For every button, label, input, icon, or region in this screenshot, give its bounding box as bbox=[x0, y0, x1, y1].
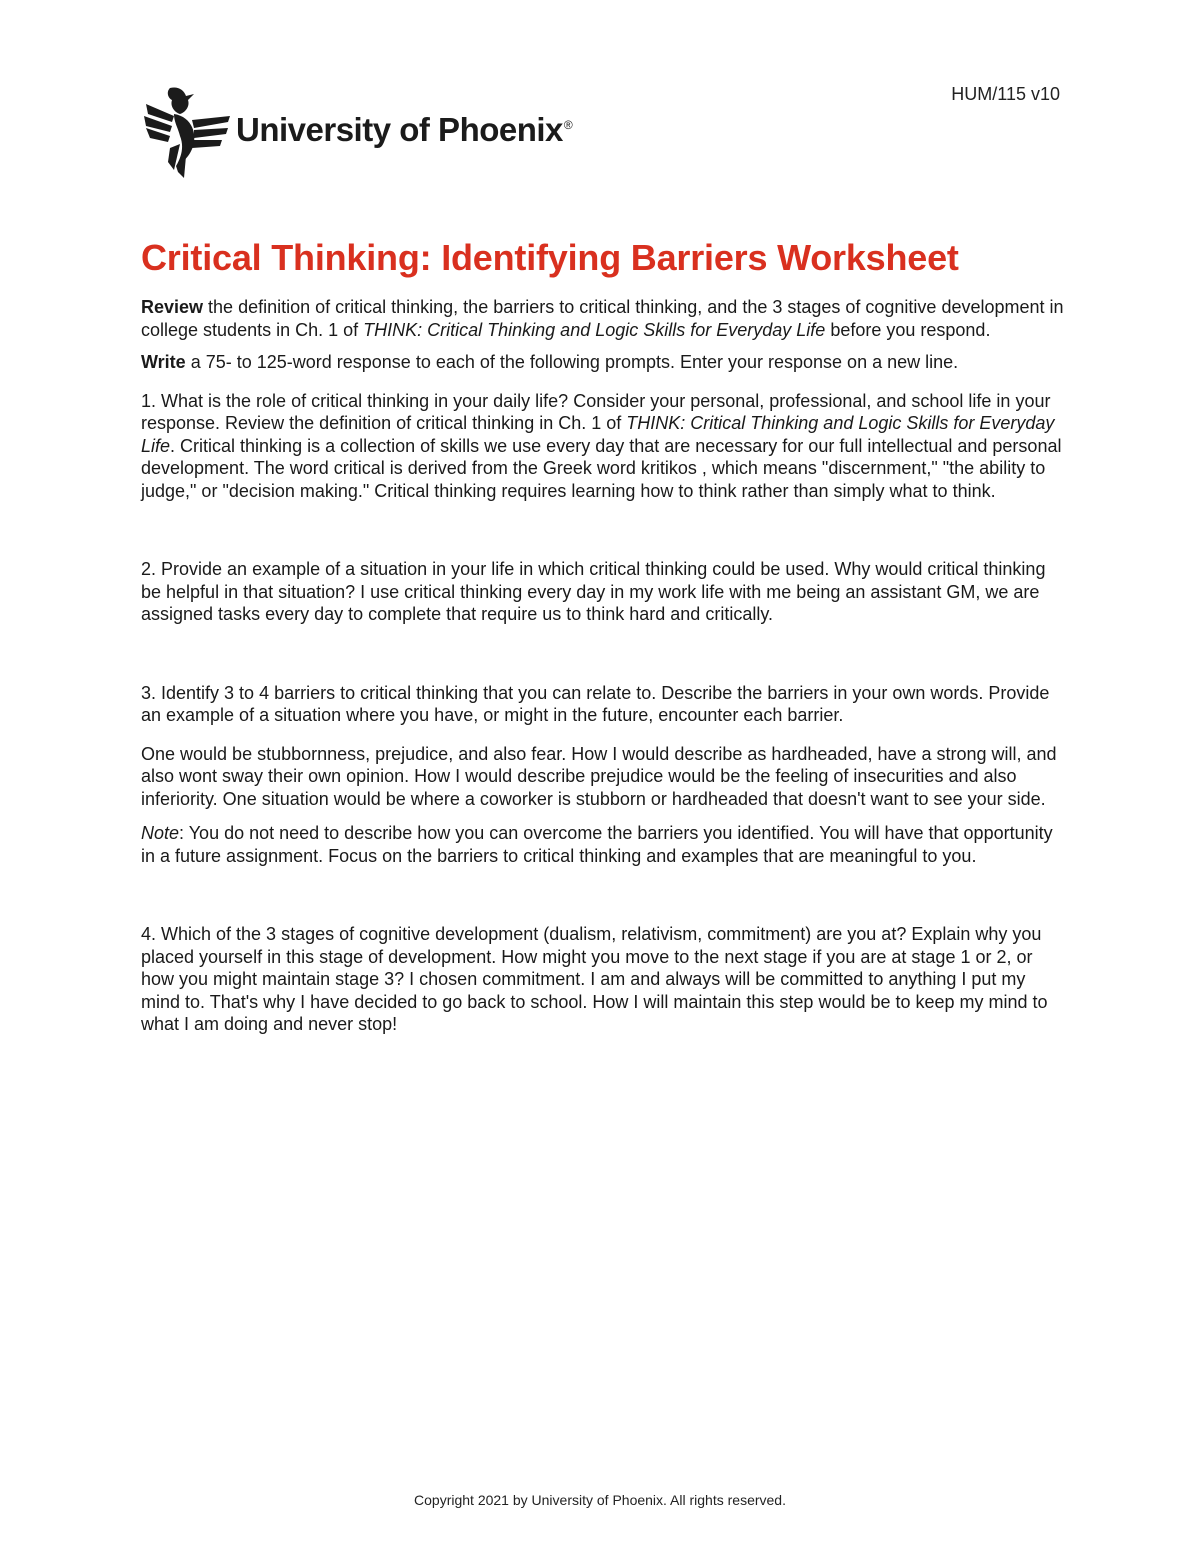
write-instruction: Write a 75- to 125-word response to each of the following prompts. Enter your response on a new line. bbox=[141, 352, 959, 372]
question-1: 1. What is the role of critical thinking in your daily life? Consider your personal, professional, and school life in your response. Review the definition of critical thinking in Ch. 1 of THINK: Critical Thinking and Logic Skills for Everyday Life. Critical thinking is a collection of skills we use every day that are necessary for our full intellectual and personal development. The word critical is derived from the Greek word kritikos , which means "discernment," "the ability to judge," or "decision making." Critical thinking requires learning how to think rather than simply what to think. bbox=[141, 390, 1062, 501]
question-4: 4. Which of the 3 stages of cognitive development (dualism, relativism, commitment) are you at? Explain why you placed yourself in this stage of development. How might you move to the next stage if you are at stage 1 or 2, or how you might maintain stage 3? I chosen commitment. I am and always will be committed to anything I put my mind to. That's why I have decided to go back to school. How I will maintain this step would be to keep my mind to what I am doing and never stop! bbox=[141, 924, 1048, 1034]
question-3-answer: One would be stubbornness, prejudice, and also fear. How I would describe as hardheaded, have a strong will, and also wont sway their own opinion. How I would describe prejudice would be the feeling of insecurities and also inferiority. One situation would be where a coworker is stubborn or hardheaded that doesn't want to see your side. bbox=[141, 743, 1057, 809]
course-code: HUM/115 v10 bbox=[951, 84, 1060, 104]
question-2: 2. Provide an example of a situation in your life in which critical thinking could be used. Why would critical thinking be helpful in that situation? I use critical thinking every day in my work life with me being an assistant GM, we are assigned tasks every day to complete that require us to think hard and critically. bbox=[141, 559, 1046, 624]
question-3-prompt: 3. Identify 3 to 4 barriers to critical thinking that you can relate to. Describe the barriers in your own words. Provide an example of a situation where you have, or might in the future, encounter each barrier. bbox=[141, 682, 1050, 725]
note: Note: You do not need to describe how you can overcome the barriers you identified. You will have that opportunity in a future assignment. Focus on the barriers to critical thinking and examples that are meaningful to you. bbox=[141, 823, 1053, 866]
worksheet-body bbox=[141, 236, 1066, 1036]
page-title: Critical Thinking: Identifying Barriers Worksheet bbox=[141, 237, 959, 278]
phoenix-bird-icon bbox=[144, 86, 230, 178]
university-logo bbox=[144, 86, 572, 178]
review-instruction: Review the definition of critical thinking, the barriers to critical thinking, and the 3 stages of cognitive development in college students in Ch. 1 of THINK: Critical Thinking and Logic Skills for Everyday Life before you respond. bbox=[141, 297, 1064, 340]
footer-copyright: Copyright 2021 by University of Phoenix. All rights reserved. bbox=[414, 1492, 786, 1508]
logo-wordmark: University of Phoenix® bbox=[236, 111, 573, 148]
